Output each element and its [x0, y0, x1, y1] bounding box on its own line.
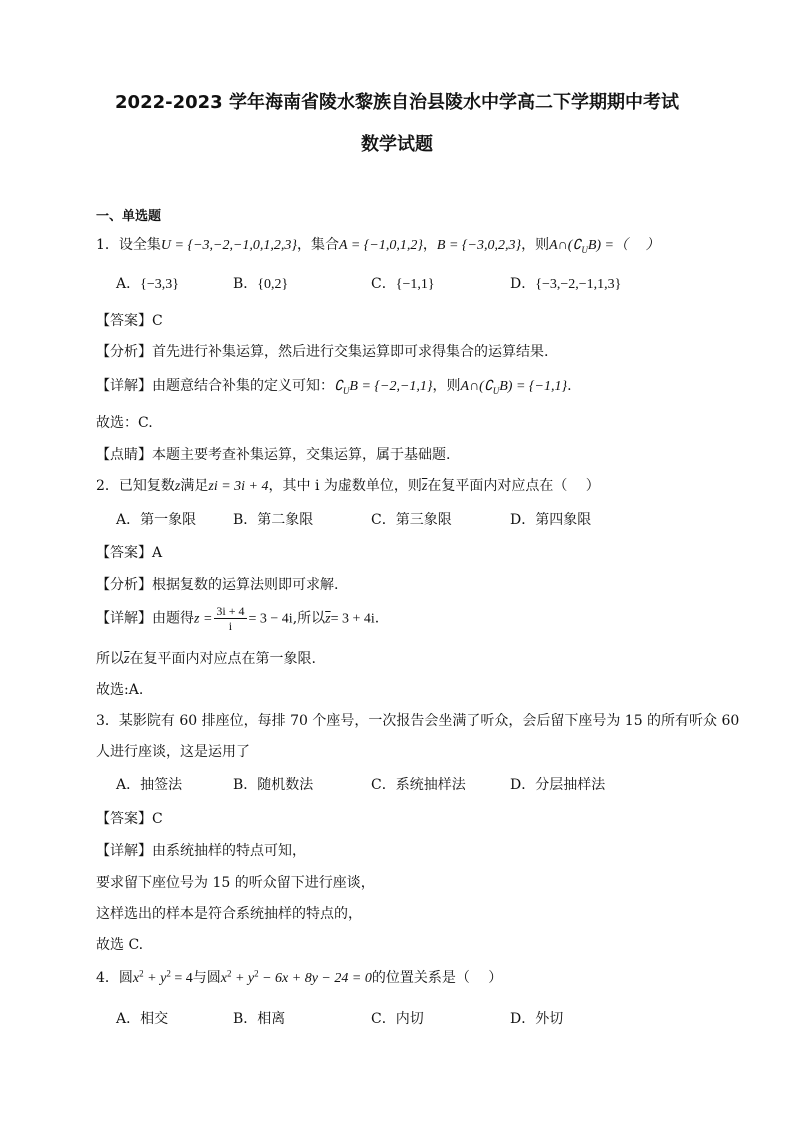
q1-stem-f: B = {−3,0,2,3} — [436, 238, 522, 253]
section-heading: 一、单选题 — [96, 209, 162, 224]
q1-comment: 【点睛】本题主要考查补集运算，交集运算，属于基础题. — [96, 447, 451, 463]
q3-option-c: C．系统抽样法 — [371, 777, 466, 793]
q2-detail: 【详解】由题得z = $\frac{3i + 4}{i}$ = 3 − 4i,所以$\overline{z}= 3 + 4i$. — [96, 604, 380, 633]
q1-detail: 【详解】由题意结合补集的定义可知：$∁_UB = \{-2,-1,1\}$，则$A\cap(∁_UB) = \{-1,1\}$. — [96, 378, 572, 396]
q3-detail-line3: 这样选出的样本是符合系统抽样的特点的， — [96, 906, 362, 922]
q3-option-b: B．随机数法 — [233, 777, 314, 793]
q3-option-d: D．分层抽样法 — [510, 777, 606, 793]
q2-answer: 【答案】A — [96, 545, 163, 561]
q2-stem: 2．已知复数z满足zi = 3i + 4，其中 i 为虚数单位，则$\overline{z}$在复平面内对应点在（ ） — [96, 478, 600, 494]
q1-stem-b: U = {−3,−2,−1,0,1,2,3} — [160, 238, 298, 253]
q4-option-a: A．相交 — [116, 1011, 169, 1027]
q4-option-d: D．外切 — [510, 1011, 564, 1027]
q2-option-b: B．第二象限 — [233, 512, 314, 528]
q2-line2: 所以$\overline{z}$在复平面内对应点在第一象限. — [96, 651, 316, 667]
q1-stem-c: ，集合 — [297, 237, 340, 253]
q1-option-a: A．{−3,3} — [116, 276, 179, 292]
q4-option-c: C．内切 — [371, 1011, 424, 1027]
q1-stem-i: U — [581, 244, 588, 255]
doc-title-line1: 2022-2023 学年海南省陵水黎族自治县陵水中学高二下学期期中考试 — [115, 92, 679, 113]
q4-stem: 4．圆$x^2 + y^2 = 4$与圆$x^2 + y^2 - 6x + 8y - 24 = 0$的位置关系是（ ） — [96, 968, 503, 986]
q2-analysis: 【分析】根据复数的运算法则即可求解. — [96, 577, 339, 593]
q1-stem-h: A∩(∁ — [549, 238, 582, 253]
q3-stem-line1: 3．某影院有 60 排座位，每排 70 个座号，一次报告会坐满了听众，会后留下座号为 15 的所有听众 60 — [96, 713, 740, 729]
doc-title-line2: 数学试题 — [361, 134, 433, 155]
q1-option-b: B．{0,2} — [233, 276, 289, 292]
q3-conclusion: 故选 C. — [96, 937, 144, 953]
q2-option-c: C．第三象限 — [371, 512, 452, 528]
q1-stem-d: A = {−1,0,1,2} — [339, 238, 423, 253]
q1-answer: 【答案】C — [96, 313, 163, 329]
q1-stem-e: ， — [422, 237, 437, 253]
q1-stem — [96, 234, 659, 255]
q2-conclusion: 故选:A. — [96, 682, 144, 698]
q3-detail-line2: 要求留下座位号为 15 的听众留下进行座谈， — [96, 875, 375, 891]
q2-fraction: $\frac{3i + 4}{i}$ — [216, 604, 245, 633]
q1-analysis: 【分析】首先进行补集运算，然后进行交集运算即可求得集合的运算结果. — [96, 344, 549, 360]
q2-option-a: A．第一象限 — [116, 512, 197, 528]
q1-conclusion: 故选：C. — [96, 415, 153, 431]
q3-answer: 【答案】C — [96, 811, 163, 827]
q1-stem-j: B) =（ ） — [587, 238, 660, 253]
q3-detail: 【详解】由系统抽样的特点可知， — [96, 843, 306, 859]
q1-option-c: C．{−1,1} — [371, 276, 435, 292]
q3-stem-line2: 人进行座谈，这是运用了 — [96, 744, 250, 760]
q2-option-d: D．第四象限 — [510, 512, 592, 528]
q1-stem-g: ，则 — [521, 237, 550, 253]
q4-option-b: B．相离 — [233, 1011, 286, 1027]
q1-stem-a: 1．设全集 — [96, 237, 161, 253]
q3-option-a: A．抽签法 — [116, 777, 183, 793]
q1-option-d: D．{−3,−2,−1,1,3} — [510, 276, 622, 292]
